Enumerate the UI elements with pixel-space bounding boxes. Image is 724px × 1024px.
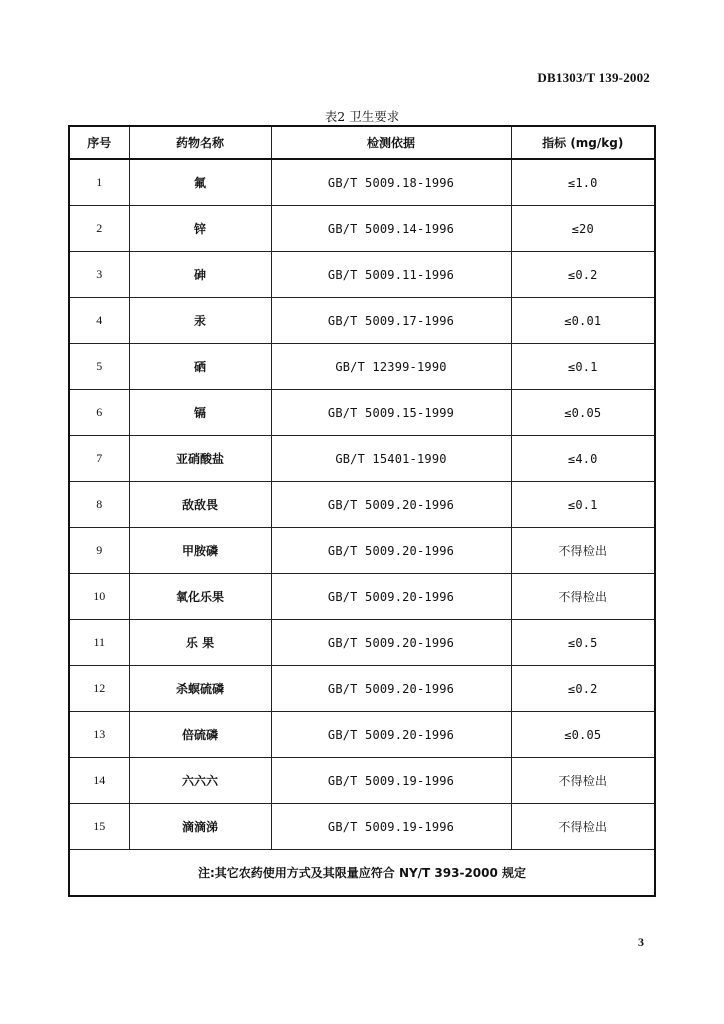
table-note: 注:其它农药使用方式及其限量应符合 NY/T 393-2000 规定	[69, 850, 655, 897]
table-row	[69, 298, 655, 344]
row-number: 3	[69, 252, 129, 298]
hygiene-requirements-table	[68, 125, 656, 897]
test-method: GB/T 5009.20-1996	[271, 528, 511, 574]
test-method: GB/T 5009.20-1996	[271, 666, 511, 712]
table-row	[69, 206, 655, 252]
substance-name: 汞	[129, 298, 271, 344]
substance-name: 氟	[129, 159, 271, 206]
substance-name: 锌	[129, 206, 271, 252]
row-number: 14	[69, 758, 129, 804]
test-method: GB/T 5009.11-1996	[271, 252, 511, 298]
limit-value: 不得检出	[511, 758, 655, 804]
limit-value: ≤0.01	[511, 298, 655, 344]
limit-value: 不得检出	[511, 574, 655, 620]
limit-value: ≤0.1	[511, 344, 655, 390]
row-number: 8	[69, 482, 129, 528]
substance-name: 硒	[129, 344, 271, 390]
substance-name: 敌敌畏	[129, 482, 271, 528]
row-number: 1	[69, 159, 129, 206]
table-row	[69, 574, 655, 620]
test-method: GB/T 5009.20-1996	[271, 620, 511, 666]
table-body	[69, 159, 655, 850]
limit-value: ≤1.0	[511, 159, 655, 206]
row-number: 6	[69, 390, 129, 436]
limit-value: 不得检出	[511, 804, 655, 850]
column-header-limit: 指标 (mg/kg)	[511, 126, 655, 159]
table-header-row	[69, 126, 655, 159]
row-number: 2	[69, 206, 129, 252]
table-row	[69, 252, 655, 298]
table-caption: 表2 卫生要求	[324, 109, 400, 124]
limit-value: ≤0.5	[511, 620, 655, 666]
substance-name: 甲胺磷	[129, 528, 271, 574]
table-note-row	[69, 850, 655, 897]
row-number: 7	[69, 436, 129, 482]
test-method: GB/T 5009.19-1996	[271, 758, 511, 804]
substance-name: 亚硝酸盐	[129, 436, 271, 482]
substance-name: 砷	[129, 252, 271, 298]
table-row	[69, 758, 655, 804]
table-row	[69, 712, 655, 758]
page-number: 3	[638, 935, 644, 949]
row-number: 5	[69, 344, 129, 390]
substance-name: 镉	[129, 390, 271, 436]
test-method: GB/T 5009.18-1996	[271, 159, 511, 206]
table-row	[69, 528, 655, 574]
row-number: 10	[69, 574, 129, 620]
test-method: GB/T 5009.20-1996	[271, 482, 511, 528]
test-method: GB/T 5009.17-1996	[271, 298, 511, 344]
limit-value: ≤0.05	[511, 712, 655, 758]
limit-value: ≤0.05	[511, 390, 655, 436]
table-row	[69, 804, 655, 850]
document-code: DB1303/T 139-2002	[537, 70, 650, 85]
table-row	[69, 390, 655, 436]
test-method: GB/T 5009.15-1999	[271, 390, 511, 436]
hygiene-table-container	[68, 125, 654, 897]
table-row	[69, 620, 655, 666]
row-number: 9	[69, 528, 129, 574]
substance-name: 杀螟硫磷	[129, 666, 271, 712]
test-method: GB/T 5009.19-1996	[271, 804, 511, 850]
table-row	[69, 482, 655, 528]
test-method: GB/T 12399-1990	[271, 344, 511, 390]
test-method: GB/T 5009.14-1996	[271, 206, 511, 252]
column-header-method: 检测依据	[271, 126, 511, 159]
table-row	[69, 344, 655, 390]
row-number: 15	[69, 804, 129, 850]
row-number: 12	[69, 666, 129, 712]
substance-name: 滴滴涕	[129, 804, 271, 850]
limit-value: ≤0.2	[511, 252, 655, 298]
limit-value: ≤0.1	[511, 482, 655, 528]
substance-name: 倍硫磷	[129, 712, 271, 758]
column-header-substance: 药物名称	[129, 126, 271, 159]
limit-value: 不得检出	[511, 528, 655, 574]
column-header-number: 序号	[69, 126, 129, 159]
substance-name: 氧化乐果	[129, 574, 271, 620]
test-method: GB/T 5009.20-1996	[271, 712, 511, 758]
table-row	[69, 436, 655, 482]
limit-value: ≤4.0	[511, 436, 655, 482]
table-row	[69, 159, 655, 206]
limit-value: ≤20	[511, 206, 655, 252]
row-number: 13	[69, 712, 129, 758]
test-method: GB/T 5009.20-1996	[271, 574, 511, 620]
test-method: GB/T 15401-1990	[271, 436, 511, 482]
substance-name: 乐 果	[129, 620, 271, 666]
limit-value: ≤0.2	[511, 666, 655, 712]
row-number: 4	[69, 298, 129, 344]
table-row	[69, 666, 655, 712]
row-number: 11	[69, 620, 129, 666]
substance-name: 六六六	[129, 758, 271, 804]
